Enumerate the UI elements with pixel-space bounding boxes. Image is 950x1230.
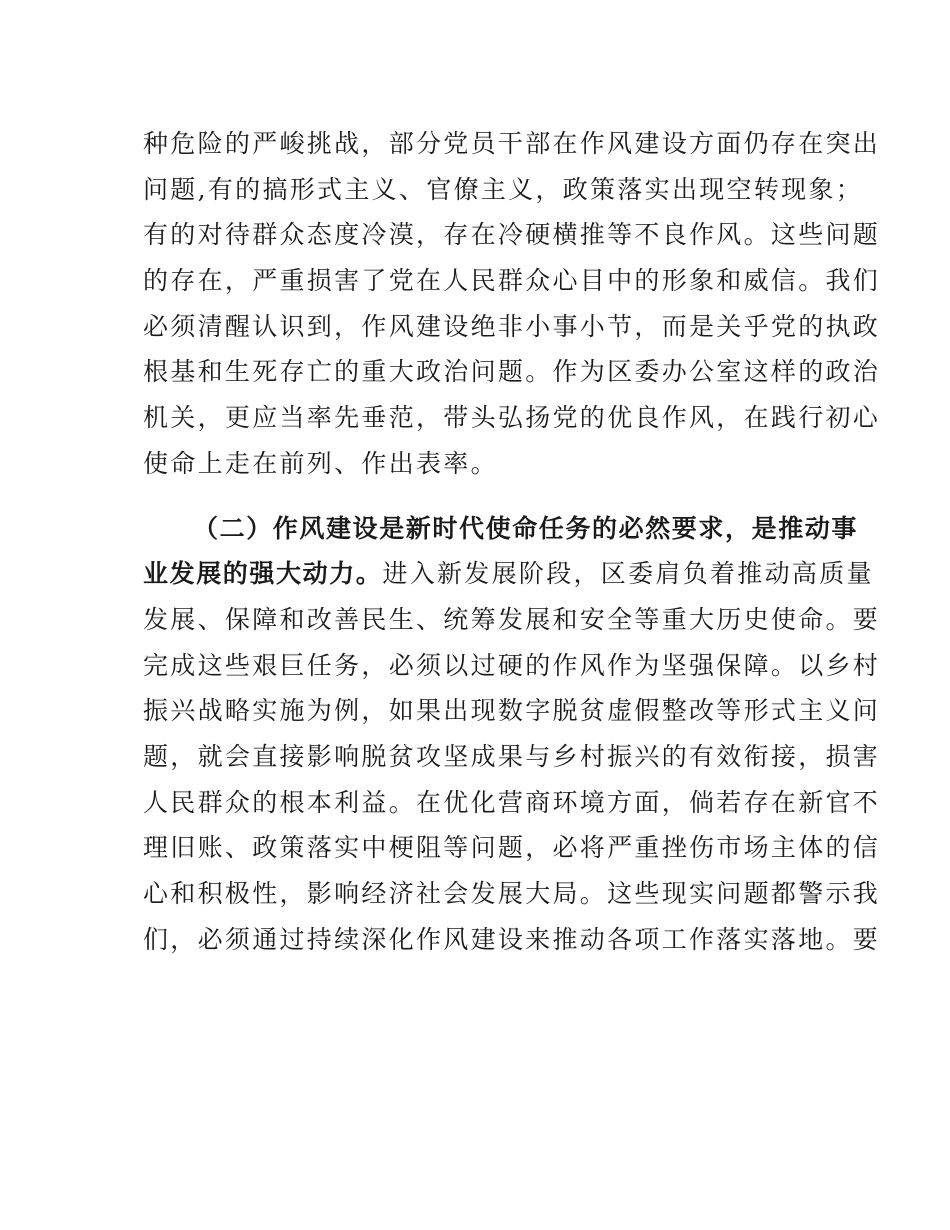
document-body [143, 124, 881, 965]
section-heading: （二）作风建设是新时代使命任务的必然要求，是推动事 [193, 513, 859, 543]
text-line: 使命上走在前列、作出表率。 [143, 448, 498, 478]
text-line: 根基和生死存亡的重大政治问题。作为区委办公室这样的政治 [143, 357, 881, 387]
text-line: 理旧账、政策落实中梗阻等问题，必将严重挫伤市场主体的信 [143, 833, 881, 863]
paragraph-spacer [143, 490, 813, 509]
text-line: 种危险的严峻挑战，部分党员干部在作风建设方面仍存在突出 [143, 129, 881, 158]
text-line: 题，就会直接影响脱贫攻坚成果与乡村振兴的有效衔接，损害 [143, 741, 881, 771]
text-line: 振兴战略实施为例，如果出现数字脱贫虚假整改等形式主义问 [143, 696, 881, 726]
text-line: 心和积极性，影响经济社会发展大局。这些现实问题都警示我 [143, 879, 881, 908]
text-line: 有的对待群众态度冷漠，存在冷硬横推等不良作风。这些问题 [143, 220, 881, 250]
text-line: 问题,有的搞形式主义、官僚主义，政策落实出现空转现象； [143, 174, 864, 204]
text-line: 们，必须通过持续深化作风建设来推动各项工作落实落地。要 [143, 924, 881, 954]
paragraph-1 [143, 124, 881, 484]
text-line: 发展、保障和改善民生、统筹发展和安全等重大历史使命。要 [143, 604, 881, 634]
paragraph-2 [143, 509, 881, 960]
text-line [143, 554, 874, 594]
text-line: 机关，更应当率先垂范，带头弘扬党的优良作风，在践行初心 [143, 403, 881, 433]
body-text: 进入新发展阶段，区委肩负着推动高质量 [382, 559, 874, 589]
text-line: 的存在，严重损害了党在人民群众心目中的形象和威信。我们 [143, 266, 881, 296]
text-line: 完成这些艰巨任务，必须以过硬的作风作为坚强保障。以乡村 [143, 650, 881, 680]
text-line: 必须清醒认识到，作风建设绝非小事小节，而是关乎党的执政 [143, 311, 881, 341]
section-heading-continued: 业发展的强大动力。 [143, 559, 383, 589]
text-line: 人民群众的根本利益。在优化营商环境方面，倘若存在新官不 [143, 787, 881, 817]
text-line [143, 509, 859, 549]
